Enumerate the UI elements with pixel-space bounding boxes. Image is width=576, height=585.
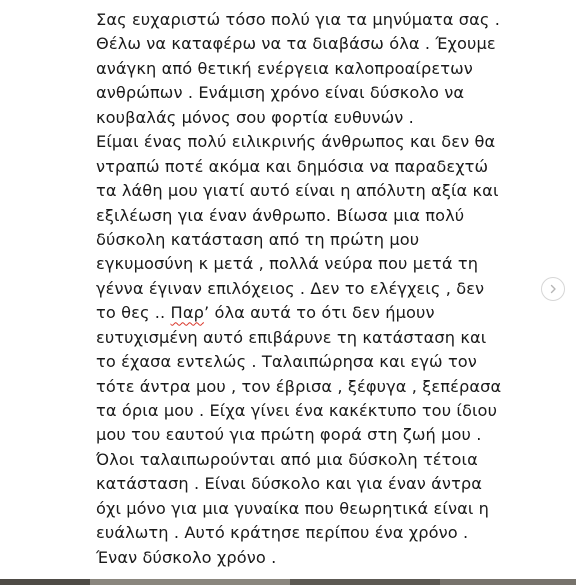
text-line: γέννα έγιναν επιλόχειος . Δεν το ελέγχεις , δεν [96, 278, 485, 298]
preview-segment [290, 579, 440, 585]
text-line: Έναν δύσκολο χρόνο . [96, 547, 277, 567]
chevron-right-icon [547, 283, 559, 295]
text-line: Θέλω να καταφέρω να τα διαβάσω όλα . Έχουμε [96, 34, 496, 54]
next-post-preview-strip [0, 579, 576, 585]
text-line: εξιλέωση για έναν άνθρωπο. Βίωσα μια πολύ [96, 205, 465, 225]
text-line: Όλοι ταλαιπωρούνται από μια δύσκολη τέτοια [96, 449, 478, 469]
text-line: Είμαι ένας πολύ ειλικρινής άνθρωπος και δεν θα [96, 132, 496, 152]
text-segment: το θες .. [96, 303, 171, 323]
text-line: κουβαλάς μόνος σου φορτία ευθυνών . [96, 107, 414, 127]
text-line: τα λάθη μου γιατί αυτό είναι η απόλυτη αξία και [96, 181, 499, 201]
text-line: τότε άντρα μου , τον έβρισα , ξέφυγα , ξεπέρασα [96, 376, 502, 396]
text-line: ανθρώπων . Ενάμιση χρόνο είναι δύσκολο να [96, 83, 465, 103]
text-line: δύσκολη κατάσταση από τη πρώτη μου [96, 229, 420, 249]
text-line: μου του εαυτού για πρώτη φορά στη ζωή μου . [96, 425, 482, 445]
text-line: τα όρια μου . Είχα γίνει ένα κακέκτυπο του ίδιου [96, 401, 498, 420]
text-line: κατάσταση . Είναι δύσκολο και για έναν άντρα [96, 474, 483, 494]
text-segment: ’ όλα αυτά το ότι δεν ήμουν [203, 303, 435, 323]
spellcheck-flagged-word: Παρ [170, 303, 204, 323]
preview-segment [90, 579, 290, 585]
preview-segment [0, 579, 90, 585]
text-line [96, 301, 566, 325]
text-line: όχι μόνο για μια γυναίκα που θεωρητικά είναι η [96, 498, 490, 518]
preview-segment [440, 579, 576, 585]
text-line: ευτυχισμένη αυτό επιβάρυνε τη κατάσταση και [96, 327, 487, 347]
text-line: εγκυμοσύνη κ μετά , πολλά νεύρα που μετά τη [96, 254, 479, 274]
post-text-block [96, 8, 566, 570]
text-line: ανάγκη από θετική ενέργεια καλοπροαίρετων [96, 58, 473, 78]
text-line: ντραπώ ποτέ ακόμα και δημόσια να παραδεχτώ [96, 156, 489, 176]
text-line: Σας ευχαριστώ τόσο πολύ για τα μηνύματα σας . [96, 10, 500, 29]
text-line: το έχασα εντελώς . Ταλαιπώρησα και εγώ τον [96, 352, 477, 372]
carousel-next-button[interactable] [541, 277, 565, 301]
text-line: ευάλωτη . Αυτό κράτησε περίπου ένα χρόνο . [96, 523, 469, 543]
